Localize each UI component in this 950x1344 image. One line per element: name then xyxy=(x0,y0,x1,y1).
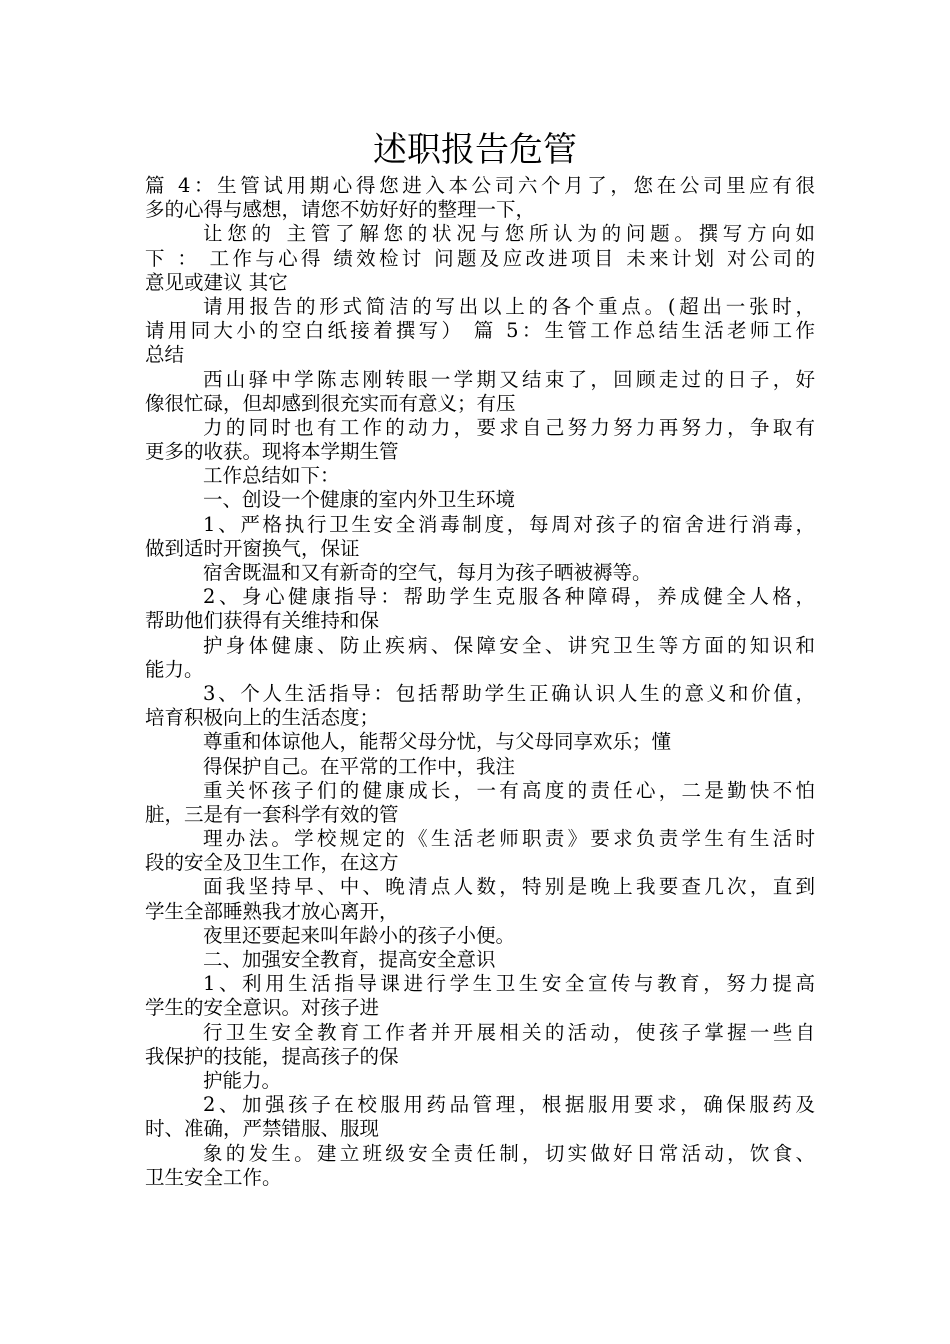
text-line: 培育积极向上的生活态度； xyxy=(145,706,380,730)
text-line: 象的发生。建立班级安全责任制，切实做好日常活动，饮食、 xyxy=(203,1141,815,1165)
text-line: 行卫生安全教育工作者并开展相关的活动，使孩子掌握一些自 xyxy=(203,1020,815,1044)
text-line: 尊重和体谅他人，能帮父母分忧，与父母同享欢乐；懂 xyxy=(203,730,672,754)
document-body xyxy=(145,174,815,1190)
text-line: 篇 4：生管试用期心得您进入本公司六个月了，您在公司里应有很 xyxy=(145,174,815,197)
text-line: 总结 xyxy=(145,343,185,367)
text-line: 段的安全及卫生工作，在这方 xyxy=(145,851,399,875)
text-line: 二、加强安全教育，提高安全意识 xyxy=(203,948,496,971)
text-line: 下 ： 工作与心得 绩效检讨 问题及应改进项目 未来计划 对公司的 xyxy=(145,246,815,270)
text-line: 宿舍既温和又有新奇的空气，每月为孩子晒被褥等。 xyxy=(203,561,652,584)
text-line: 力的同时也有工作的动力，要求自己努力努力再努力，争取有 xyxy=(203,415,815,439)
text-line: 脏，三是有一套科学有效的管 xyxy=(145,802,399,826)
text-line: 3、个人生活指导：包括帮助学生正确认识人生的意义和价值， xyxy=(203,681,815,705)
text-line: 面我坚持早、中、晚清点人数，特别是晚上我要查几次，直到 xyxy=(203,875,815,899)
text-line: 一、创设一个健康的室内外卫生环境 xyxy=(203,488,516,512)
text-line: 更多的收获。现将本学期生管 xyxy=(145,440,399,464)
text-line: 护身体健康、防止疾病、保障安全、讲究卫生等方面的知识和 xyxy=(203,633,815,657)
text-line: 能力。 xyxy=(145,657,204,681)
text-line: 做到适时开窗换气，保证 xyxy=(145,536,360,560)
text-line: 1、利用生活指导课进行学生卫生安全宣传与教育，努力提高 xyxy=(203,972,815,996)
text-line: 让您的 主管了解您的状况与您所认为的问题。撰写方向如 xyxy=(203,222,815,246)
text-line: 夜里还要起来叫年龄小的孩子小便。 xyxy=(203,923,516,947)
text-line: 2、身心健康指导：帮助学生克服各种障碍，养成健全人格， xyxy=(203,585,815,609)
text-line: 2、加强孩子在校服用药品管理，根据服用要求，确保服药及 xyxy=(203,1093,815,1117)
text-line: 得保护自己。在平常的工作中，我注 xyxy=(203,754,516,778)
text-line: 理办法。学校规定的《生活老师职责》要求负责学生有生活时 xyxy=(203,827,815,851)
text-line: 重关怀孩子们的健康成长，一有高度的责任心，二是勤快不怕 xyxy=(203,778,815,802)
text-line: 时、准确，严禁错服、服现 xyxy=(145,1117,380,1141)
text-line: 西山驿中学陈志刚转眼一学期又结束了，回顾走过的日子，好 xyxy=(203,367,815,391)
text-line: 像很忙碌，但却感到很充实而有意义；有压 xyxy=(145,391,516,415)
text-line: 请用报告的形式简洁的写出以上的各个重点。(超出一张时， xyxy=(203,294,815,318)
text-line: 工作总结如下： xyxy=(203,464,340,488)
document-title: 述职报告危管 xyxy=(373,130,577,170)
text-line: 护能力。 xyxy=(203,1068,282,1092)
text-line: 帮助他们获得有关维持和保 xyxy=(145,609,380,633)
text-line: 请用同大小的空白纸接着撰写） 篇 5：生管工作总结生活老师工作 xyxy=(145,319,815,343)
text-line: 多的心得与感想，请您不妨好好的整理一下， xyxy=(145,198,536,222)
text-line: 我保护的技能，提高孩子的保 xyxy=(145,1044,399,1068)
text-line: 卫生安全工作。 xyxy=(145,1165,282,1189)
text-line: 学生的安全意识。对孩子进 xyxy=(145,996,380,1020)
text-line: 意见或建议 其它 xyxy=(145,270,288,294)
text-line: 学生全部睡熟我才放心离开， xyxy=(145,899,399,923)
text-line: 1、严格执行卫生安全消毒制度，每周对孩子的宿舍进行消毒， xyxy=(203,512,815,536)
